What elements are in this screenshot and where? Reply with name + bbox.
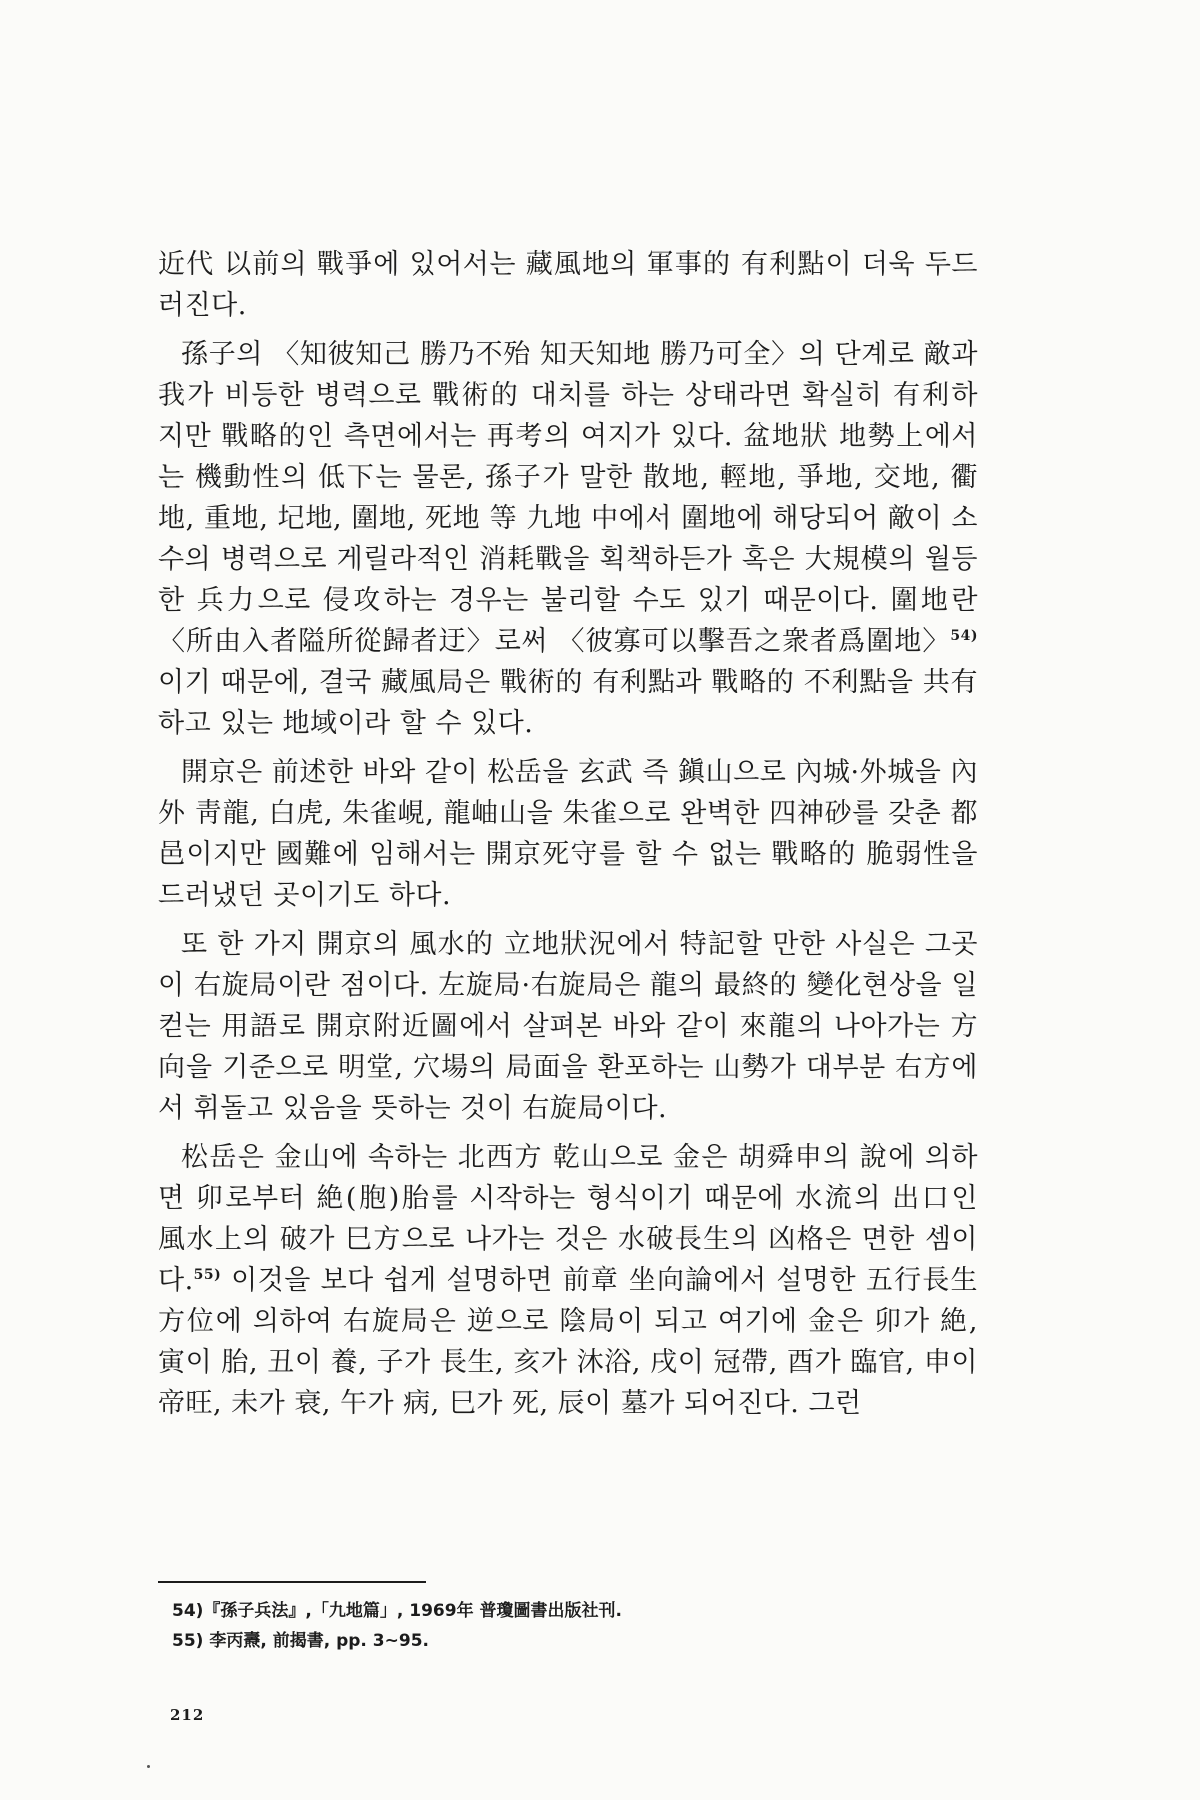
footnote-ref-54: 54) xyxy=(950,628,978,644)
footnote-55: 55) 李丙燾, 前揭書, pp. 3~95. xyxy=(172,1631,430,1651)
paragraph-2-tail: 이기 때문에, 결국 藏風局은 戰術的 有利點과 戰略的 不利點을 共有하고 있는 地域이라 할 수 있다. xyxy=(158,667,978,739)
footnote-ref-55: 55) xyxy=(193,1267,222,1283)
paragraph-1-text: 近代 以前의 戰爭에 있어서는 藏風地의 軍事的 有利點이 더욱 두드러진다. xyxy=(158,249,978,321)
paragraph-3 xyxy=(158,752,978,916)
scan-speck xyxy=(147,1765,150,1768)
footnote-54: 54)『孫子兵法』,「九地篇」, 1969年 普瓊圖書出版社刊. xyxy=(172,1601,622,1621)
page-number: 212 xyxy=(170,1706,205,1724)
paragraph-2-text: 孫子의 〈知彼知己 勝乃不殆 知天知地 勝乃可全〉의 단계로 敵과 我가 비등한 병력으로 戰術的 대치를 하는 상태라면 확실히 有利하지만 戰略的인 측면에서는 再考의 여지가 있다. 盆地狀 地勢上에서는 機動性의 低下는 물론, 孫子가 말한 散地, 輕地, 爭地, 交地, 衢地, 重地, 圮地, 圍地, 死地 等 九地 中에서 圍地에 해당되어 敵이 소수의 병력으로 게릴라적인 消耗戰을 획책하든가 혹은 大規模의 월등한 兵力으로 侵攻하는 경우는 불리할 수도 있기 때문이다. 圍地란 〈所由入者隘所從歸者迂〉로써 〈彼寡可以擊吾之衆者爲圍地〉 xyxy=(158,339,978,657)
paragraph-4 xyxy=(158,924,978,1129)
paragraph-3-text: 開京은 前述한 바와 같이 松岳을 玄武 즉 鎭山으로 內城·外城을 內外 靑龍, 白虎, 朱雀峴, 龍岫山을 朱雀으로 완벽한 四神砂를 갖춘 都邑이지만 國難에 임해서는 開京死守를 할 수 없는 戰略的 脆弱性을 드러냈던 곳이기도 하다. xyxy=(158,757,978,911)
paragraph-5 xyxy=(158,1137,978,1424)
paragraph-1 xyxy=(158,244,978,326)
paragraph-4-text: 또 한 가지 開京의 風水的 立地狀況에서 特記할 만한 사실은 그곳이 右旋局이란 점이다. 左旋局·右旋局은 龍의 最終的 變化현상을 일컫는 用語로 開京附近圖에서 살펴본 바와 같이 來龍의 나아가는 方向을 기준으로 明堂, 穴場의 局面을 환포하는 山勢가 대부분 右方에서 휘돌고 있음을 뜻하는 것이 右旋局이다. xyxy=(158,929,978,1124)
paragraph-5-tail: 이것을 보다 쉽게 설명하면 前章 坐向論에서 설명한 五行長生方位에 의하여 右旋局은 逆으로 陰局이 되고 여기에 金은 卯가 絶, 寅이 胎, 丑이 養, 子가 長生, 亥가 沐浴, 戌이 冠帶, 酉가 臨官, 申이 帝旺, 未가 衰, 午가 病, 巳가 死, 辰이 墓가 되어진다. 그런 xyxy=(158,1265,978,1419)
body-text xyxy=(158,244,978,1424)
footnotes xyxy=(172,1596,932,1656)
paragraph-5-text: 松岳은 金山에 속하는 北西方 乾山으로 金은 胡舜申의 說에 의하면 卯로부터 絶(胞)胎를 시작하는 형식이기 때문에 水流의 出口인 風水上의 破가 巳方으로 나가는 것은 水破長生의 凶格은 면한 셈이다. xyxy=(158,1142,978,1296)
paragraph-2 xyxy=(158,334,978,744)
footnote-divider xyxy=(158,1581,426,1583)
